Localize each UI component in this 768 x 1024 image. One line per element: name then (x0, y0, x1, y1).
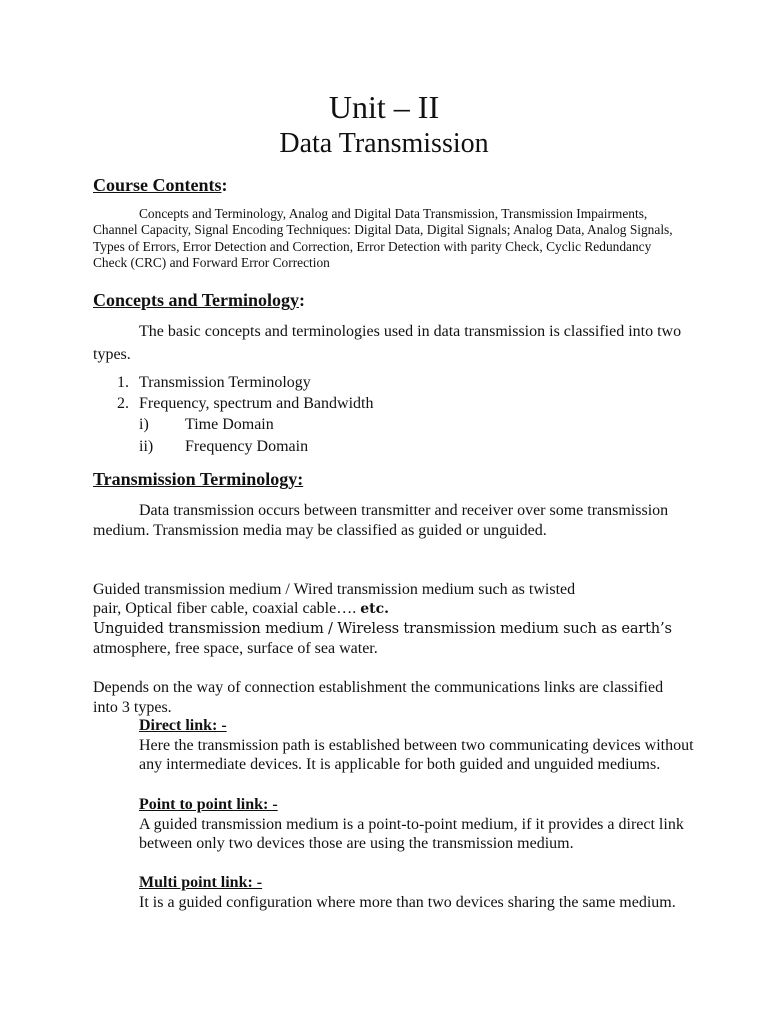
guided-line-2-text: pair, Optical fiber cable, coaxial cable…. (93, 600, 357, 617)
connection-types-intro: Depends on the way of connection establishment the communications links are classified into 3 types. (93, 679, 664, 716)
sub-list-text: Time Domain (185, 416, 274, 433)
sub-list-number: ii) (139, 438, 154, 455)
list-text: Frequency, spectrum and Bandwidth (139, 395, 374, 412)
point-to-point-link-heading: Point to point link: - (139, 796, 278, 813)
multi-point-link-heading: Multi point link: - (139, 874, 263, 891)
point-to-point-link-text: A guided transmission medium is a point-to-point medium, if it provides a direct link between only two devices those are using the transmission medium. (139, 816, 684, 853)
list-number: 2. (117, 395, 129, 412)
direct-link-text: Here the transmission path is established between two communicating devices without any intermediate devices. It is applicable for both guided and unguided mediums. (139, 737, 694, 774)
concepts-colon: : (299, 290, 306, 310)
transmission-terminology-heading: Transmission Terminology: (93, 469, 304, 489)
course-contents-text: Concepts and Terminology, Analog and Digital Data Transmission, Transmission Impairments, Channel Capacity, Signal Encoding Techniques: Digital Data, Digital Signals; Analog Data, Analog Signals, Types of Errors, Error Detection and Correction, Error Detection with parity Check, Cyclic Redundancy Check (CRC) and Forward Error Correction (93, 206, 673, 270)
direct-link-heading: Direct link: - (139, 717, 227, 734)
guided-line-2 (93, 599, 683, 620)
course-contents-colon: : (221, 175, 228, 195)
transmission-para: Data transmission occurs between transmitter and receiver over some transmission medium. Transmission media may be classified as guided or unguided. (93, 502, 669, 539)
unit-title: Unit – II (328, 89, 440, 125)
course-contents-heading-text: Course Contents (93, 175, 222, 195)
concepts-intro: The basic concepts and terminologies used in data transmission is classified into two types. (93, 323, 682, 363)
list-text: Transmission Terminology (139, 374, 311, 391)
concepts-heading-text: Concepts and Terminology (93, 290, 300, 310)
multi-point-link-text: It is a guided configuration where more than two devices sharing the same medium. (139, 894, 676, 911)
guided-etc: etc. (360, 601, 390, 617)
document-title: Data Transmission (279, 128, 489, 159)
sub-list-text: Frequency Domain (185, 438, 309, 455)
sub-list-number: i) (139, 416, 149, 433)
guided-line-1: Guided transmission medium / Wired transmission medium such as twisted (93, 581, 576, 598)
unguided-line-1: Unguided transmission medium / Wireless transmission medium such as earth’s (93, 620, 672, 637)
list-number: 1. (117, 374, 129, 391)
concepts-heading (93, 289, 305, 311)
course-contents-heading (93, 174, 228, 196)
unguided-line-2: atmosphere, free space, surface of sea water. (93, 640, 378, 657)
